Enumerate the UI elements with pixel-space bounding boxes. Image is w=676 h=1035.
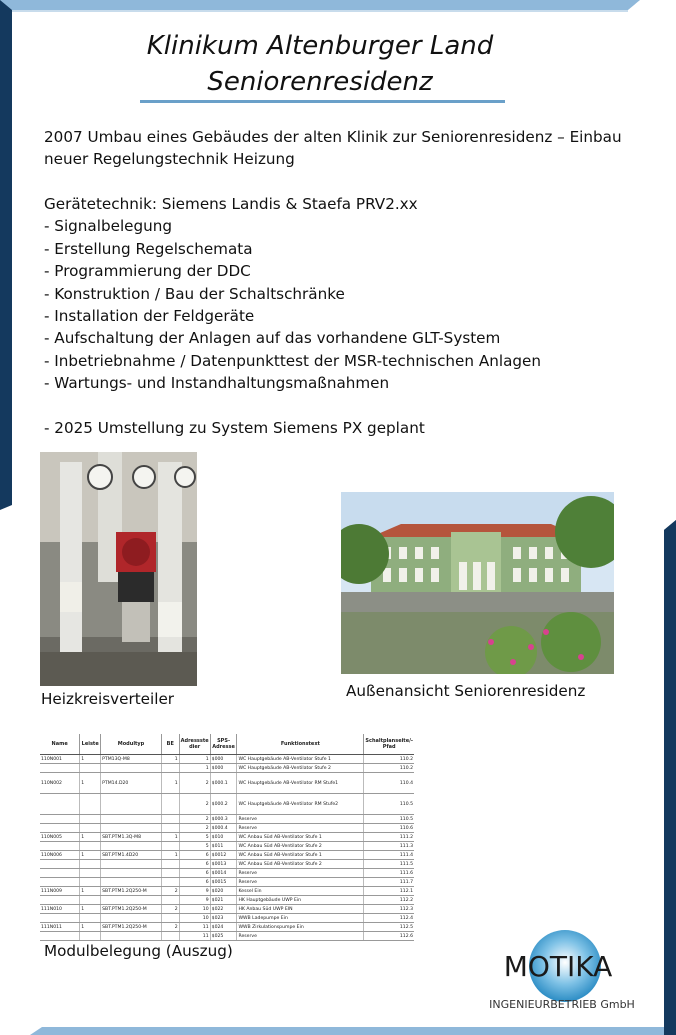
table-cell (80, 878, 101, 887)
module-table-caption: Modulbelegung (Auszug) (44, 942, 233, 960)
table-cell: 2 (179, 773, 210, 794)
table-row (40, 755, 414, 764)
table-cell: HK Anbau Süd UWP EIN (237, 905, 364, 914)
table-cell (161, 794, 179, 815)
table-cell (101, 815, 162, 824)
table-cell: 112.3 (364, 905, 414, 914)
table-cell: 111.4 (364, 851, 414, 860)
table-cell: WWB Ladepumpe Ein (237, 914, 364, 923)
aussenansicht-caption: Außenansicht Seniorenresidenz (346, 682, 586, 700)
table-cell: $0013 (210, 860, 237, 869)
table-cell: WWB Zirkulationspumpe Ein (237, 923, 364, 932)
table-cell: 112.5 (364, 923, 414, 932)
table-cell: WC Anbau Süd AB-Ventilator Stufe 2 (237, 860, 364, 869)
title-underline (140, 100, 505, 103)
column-header: Funktionstext (237, 734, 364, 755)
table-cell: $0012 (210, 851, 237, 860)
table-row (40, 794, 414, 815)
heizkreisverteiler-photo (40, 452, 197, 686)
table-cell: 111.3 (364, 842, 414, 851)
table-cell: 2 (179, 794, 210, 815)
table-row (40, 764, 414, 773)
table-cell: SBT.PTM1.4D20 (101, 851, 162, 860)
heizkreisverteiler-caption: Heizkreisverteiler (41, 690, 175, 708)
table-cell (80, 914, 101, 923)
table-cell: $023 (210, 914, 237, 923)
equipment-section (44, 193, 634, 439)
table-cell: $025 (210, 932, 237, 941)
table-cell: $000.2 (210, 794, 237, 815)
table-cell: 111N010 (40, 905, 80, 914)
table-cell (161, 932, 179, 941)
table-cell: 1 (80, 755, 101, 764)
equipment-item: - Erstellung Regelschemata (44, 239, 253, 258)
table-cell: 111.2 (364, 833, 414, 842)
column-header: BE (161, 734, 179, 755)
equipment-heading: Gerätetechnik: Siemens Landis & Staefa PRV2.xx (44, 195, 418, 213)
equipment-item: - Wartungs- und Instandhaltungsmaßnahmen (44, 374, 390, 393)
table-cell (101, 914, 162, 923)
table-cell: 6 (179, 860, 210, 869)
table-cell: 2 (161, 923, 179, 932)
table-row (40, 914, 414, 923)
table-cell: 10 (179, 914, 210, 923)
intro-text (44, 126, 634, 170)
table-cell: 111N011 (40, 923, 80, 932)
table-cell: $000.4 (210, 824, 237, 833)
table-cell (101, 824, 162, 833)
table-cell (161, 896, 179, 905)
table-cell: Reserve (237, 815, 364, 824)
table-cell (101, 860, 162, 869)
table-row (40, 833, 414, 842)
table-cell: 6 (179, 851, 210, 860)
table-cell (80, 869, 101, 878)
table-cell: 5 (179, 842, 210, 851)
table-cell: $024 (210, 923, 237, 932)
table-cell: 11 (179, 923, 210, 932)
table-cell: 110.2 (364, 755, 414, 764)
table-cell (161, 764, 179, 773)
table-cell: 2 (161, 887, 179, 896)
table-cell: 1 (80, 833, 101, 842)
logo-subtitle: INGENIEURBETRIEB GmbH (489, 998, 635, 1011)
table-cell (101, 869, 162, 878)
table-cell: $0014 (210, 869, 237, 878)
table-cell: WC Hauptgebäude AB-Ventilator Stufe 1 (237, 755, 364, 764)
equipment-item: - Programmierung der DDC (44, 262, 251, 281)
table-cell: 1 (80, 773, 101, 794)
table-cell: Reserve (237, 878, 364, 887)
table-row (40, 905, 414, 914)
table-cell: 112.2 (364, 896, 414, 905)
column-header: Leiste (80, 734, 101, 755)
table-cell: 2 (161, 905, 179, 914)
table-cell: WC Anbau Süd AB-Ventilator Stufe 1 (237, 851, 364, 860)
table-cell (80, 815, 101, 824)
table-row (40, 860, 414, 869)
table-cell (40, 764, 80, 773)
table-cell: 1 (161, 851, 179, 860)
table-cell: $000.3 (210, 815, 237, 824)
table-cell: 110N002 (40, 773, 80, 794)
table-cell: SBT.PTM1.2Q250-M (101, 887, 162, 896)
table-cell (101, 794, 162, 815)
table-cell: WC Hauptgebäude AB-Ventilator RM Stufe1 (237, 773, 364, 794)
table-cell (101, 842, 162, 851)
table-cell (161, 914, 179, 923)
page-title (100, 28, 540, 100)
table-cell: 110.2 (364, 764, 414, 773)
table-cell: 9 (179, 896, 210, 905)
table-cell: Reserve (237, 869, 364, 878)
table-cell: 110.6 (364, 824, 414, 833)
table-cell (101, 878, 162, 887)
table-cell (161, 824, 179, 833)
table-cell: 111.5 (364, 860, 414, 869)
table-cell (40, 878, 80, 887)
table-cell: 1 (179, 755, 210, 764)
table-cell: SBT.PTM1.2Q250-M (101, 923, 162, 932)
table-cell: $020 (210, 887, 237, 896)
table-cell: $010 (210, 833, 237, 842)
table-cell (40, 842, 80, 851)
table-cell (40, 860, 80, 869)
table-cell: 10 (179, 905, 210, 914)
table-cell (80, 860, 101, 869)
table-row (40, 824, 414, 833)
table-cell: 6 (179, 869, 210, 878)
table-cell (80, 842, 101, 851)
table-row (40, 851, 414, 860)
table-cell (40, 932, 80, 941)
table-cell: 110.4 (364, 773, 414, 794)
table-row (40, 773, 414, 794)
table-cell: 1 (179, 764, 210, 773)
table-cell (101, 896, 162, 905)
table-cell (101, 764, 162, 773)
table-cell: 112.6 (364, 932, 414, 941)
table-cell (80, 932, 101, 941)
intro-line-1: 2007 Umbau eines Gebäudes der alten Klinik zur Seniorenresidenz – Einbau (44, 128, 622, 146)
table-cell (161, 815, 179, 824)
column-header: Adressste dier (179, 734, 210, 755)
table-cell: 9 (179, 887, 210, 896)
column-header: Name (40, 734, 80, 755)
table-cell (80, 764, 101, 773)
table-cell: 112.4 (364, 914, 414, 923)
table-row (40, 923, 414, 932)
equipment-item: - Signalbelegung (44, 217, 173, 236)
table-cell: $022 (210, 905, 237, 914)
table-cell (40, 815, 80, 824)
table-cell: 112.1 (364, 887, 414, 896)
table-cell: $000.1 (210, 773, 237, 794)
table-cell: Kessel Ein (237, 887, 364, 896)
table-cell: 110N005 (40, 833, 80, 842)
table-cell: PTM13Q-M8 (101, 755, 162, 764)
equipment-item: - Inbetriebnahme / Datenpunkttest der MSR-technischen Anlagen (44, 351, 542, 370)
table-cell: $000 (210, 755, 237, 764)
table-row (40, 815, 414, 824)
table-row (40, 887, 414, 896)
table-cell (80, 824, 101, 833)
equipment-note: - 2025 Umstellung zu System Siemens PX geplant (44, 418, 425, 437)
table-cell: 1 (161, 755, 179, 764)
table-cell (161, 878, 179, 887)
logo-name: MOTIKA (503, 950, 613, 983)
column-header: Schaltplanseite/-Pfad (364, 734, 414, 755)
title-line-1: Klinikum Altenburger Land (146, 31, 494, 61)
table-cell: 110N001 (40, 755, 80, 764)
table-cell: SBT.PTM1.3Q-M8 (101, 833, 162, 842)
table-cell: 1 (161, 833, 179, 842)
table-cell (101, 932, 162, 941)
table-cell: 1 (80, 923, 101, 932)
table-cell: 111.7 (364, 878, 414, 887)
table-cell: 2 (179, 815, 210, 824)
table-cell: 6 (179, 878, 210, 887)
aussenansicht-photo (341, 492, 614, 674)
table-body (40, 755, 414, 941)
table-cell: 110.5 (364, 794, 414, 815)
module-table (40, 734, 414, 941)
table-cell (40, 794, 80, 815)
table-cell (161, 842, 179, 851)
table-cell: 110N006 (40, 851, 80, 860)
table-cell: WC Hauptgebäude AB-Ventilator Stufe 2 (237, 764, 364, 773)
table-cell (161, 869, 179, 878)
column-header: SPS-Adresse (210, 734, 237, 755)
table-header-row (40, 734, 414, 755)
table-cell (40, 914, 80, 923)
table-cell: WC Anbau Süd AB-Ventilator Stufe 1 (237, 833, 364, 842)
equipment-item: - Konstruktion / Bau der Schaltschränke (44, 284, 345, 303)
table-cell: $0015 (210, 878, 237, 887)
table-cell (40, 824, 80, 833)
table-cell: $000 (210, 764, 237, 773)
motika-logo (470, 928, 660, 1018)
table-cell: Reserve (237, 932, 364, 941)
table-cell: 2 (179, 824, 210, 833)
table-cell: $021 (210, 896, 237, 905)
column-header: Modultyp (101, 734, 162, 755)
table-row (40, 878, 414, 887)
table-cell: 110.5 (364, 815, 414, 824)
table-cell (40, 896, 80, 905)
table-cell: $011 (210, 842, 237, 851)
table-cell: 5 (179, 833, 210, 842)
table-cell: 111.6 (364, 869, 414, 878)
table-cell (80, 896, 101, 905)
table-cell: SBT.PTM1.2Q250-M (101, 905, 162, 914)
table-cell: WC Hauptgebäude AB-Ventilator RM Stufe2 (237, 794, 364, 815)
table-row (40, 896, 414, 905)
table-cell: 1 (80, 851, 101, 860)
equipment-item: - Aufschaltung der Anlagen auf das vorhandene GLT-System (44, 329, 501, 348)
table-row (40, 869, 414, 878)
table-cell: 1 (80, 905, 101, 914)
table-cell (40, 869, 80, 878)
title-line-2: Seniorenresidenz (207, 67, 433, 97)
table-cell: Reserve (237, 824, 364, 833)
table-cell: 11 (179, 932, 210, 941)
table-row (40, 842, 414, 851)
intro-line-2: neuer Regelungstechnik Heizung (44, 150, 295, 168)
table-cell: HK Hauptgebäude UWP Ein (237, 896, 364, 905)
table-cell (161, 860, 179, 869)
table-cell: WC Anbau Süd AB-Ventilator Stufe 2 (237, 842, 364, 851)
equipment-item: - Installation der Feldgeräte (44, 307, 255, 326)
table-cell: 1 (161, 773, 179, 794)
table-row (40, 932, 414, 941)
table-cell: 1 (80, 887, 101, 896)
table-cell: 111N009 (40, 887, 80, 896)
table-cell: PTM14.D20 (101, 773, 162, 794)
table-cell (80, 794, 101, 815)
